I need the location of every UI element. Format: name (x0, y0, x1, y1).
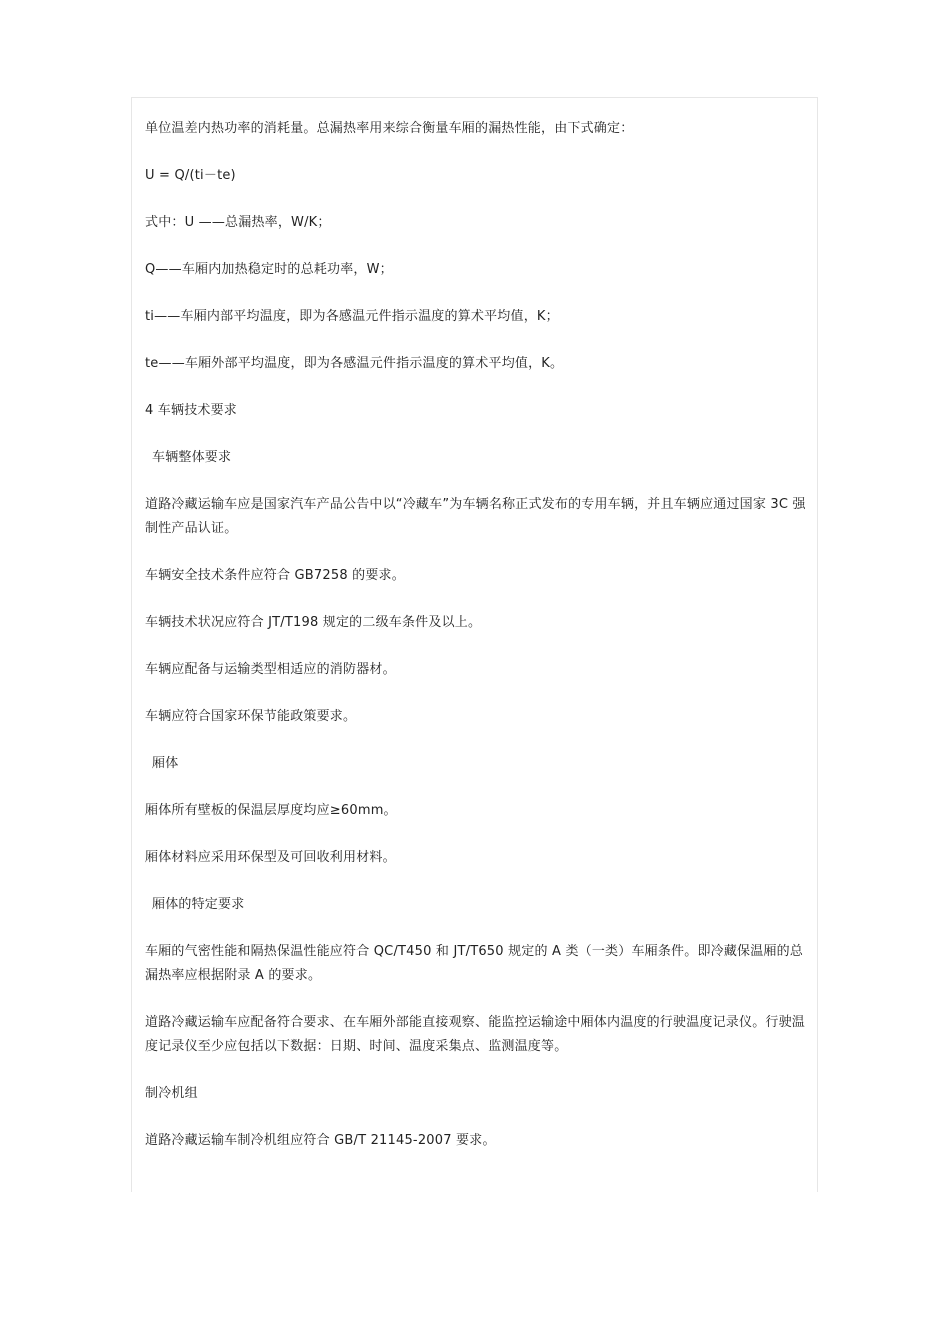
paragraph-temperature-recorder: 道路冷藏运输车应配备符合要求、在车厢外部能直接观察、能监控运输途中厢体内温度的行驶温度记录仪。行驶温度记录仪至少应包括以下数据：日期、时间、温度采集点、监测温度等。 (145, 1015, 806, 1054)
subheading-box-specific: 厢体的特定要求 (152, 897, 245, 912)
section-heading-4: 4 车辆技术要求 (145, 403, 238, 418)
formula-symbol-u: 式中：U ——总漏热率，W/K； (145, 215, 331, 230)
paragraph-safety-gb7258: 车辆安全技术条件应符合 GB7258 的要求。 (145, 568, 405, 583)
formula-symbol-te: te——车厢外部平均温度，即为各感温元件指示温度的算术平均值，K。 (145, 356, 564, 371)
paragraph-box-materials: 厢体材料应采用环保型及可回收利用材料。 (145, 850, 396, 865)
document-body (145, 117, 813, 1153)
paragraph-condition-jt198: 车辆技术状况应符合 JT/T198 规定的二级车条件及以上。 (145, 615, 482, 630)
subheading-box-body: 厢体 (152, 756, 179, 771)
formula-symbol-q: Q——车厢内加热稳定时的总耗功率，W； (145, 262, 393, 277)
paragraph-fire-equipment: 车辆应配备与运输类型相适应的消防器材。 (145, 662, 396, 677)
paragraph-insulation-thickness: 厢体所有壁板的保温层厚度均应≥60mm。 (145, 803, 397, 818)
formula-symbol-ti: ti——车厢内部平均温度，即为各感温元件指示温度的算术平均值，K； (145, 309, 559, 324)
paragraph-vehicle-certification: 道路冷藏运输车应是国家汽车产品公告中以“冷藏车”为车辆名称正式发布的专用车辆，并且车辆应通过国家 3C 强制性产品认证。 (145, 497, 806, 536)
paragraph-airtightness: 车厢的气密性能和隔热保温性能应符合 QC/T450 和 JT/T650 规定的 A 类（一类）车厢条件。即冷藏保温厢的总漏热率应根据附录 A 的要求。 (145, 944, 804, 983)
subheading-refrigeration-unit: 制冷机组 (145, 1086, 198, 1101)
paragraph-refrigeration-standard: 道路冷藏运输车制冷机组应符合 GB/T 21145-2007 要求。 (145, 1133, 496, 1148)
paragraph-definition: 单位温差内热功率的消耗量。总漏热率用来综合衡量车厢的漏热性能，由下式确定： (145, 121, 634, 136)
paragraph-environmental: 车辆应符合国家环保节能政策要求。 (145, 709, 357, 724)
subheading-vehicle-overall: 车辆整体要求 (152, 450, 232, 465)
formula: U = Q/(ti－te) (145, 168, 236, 183)
